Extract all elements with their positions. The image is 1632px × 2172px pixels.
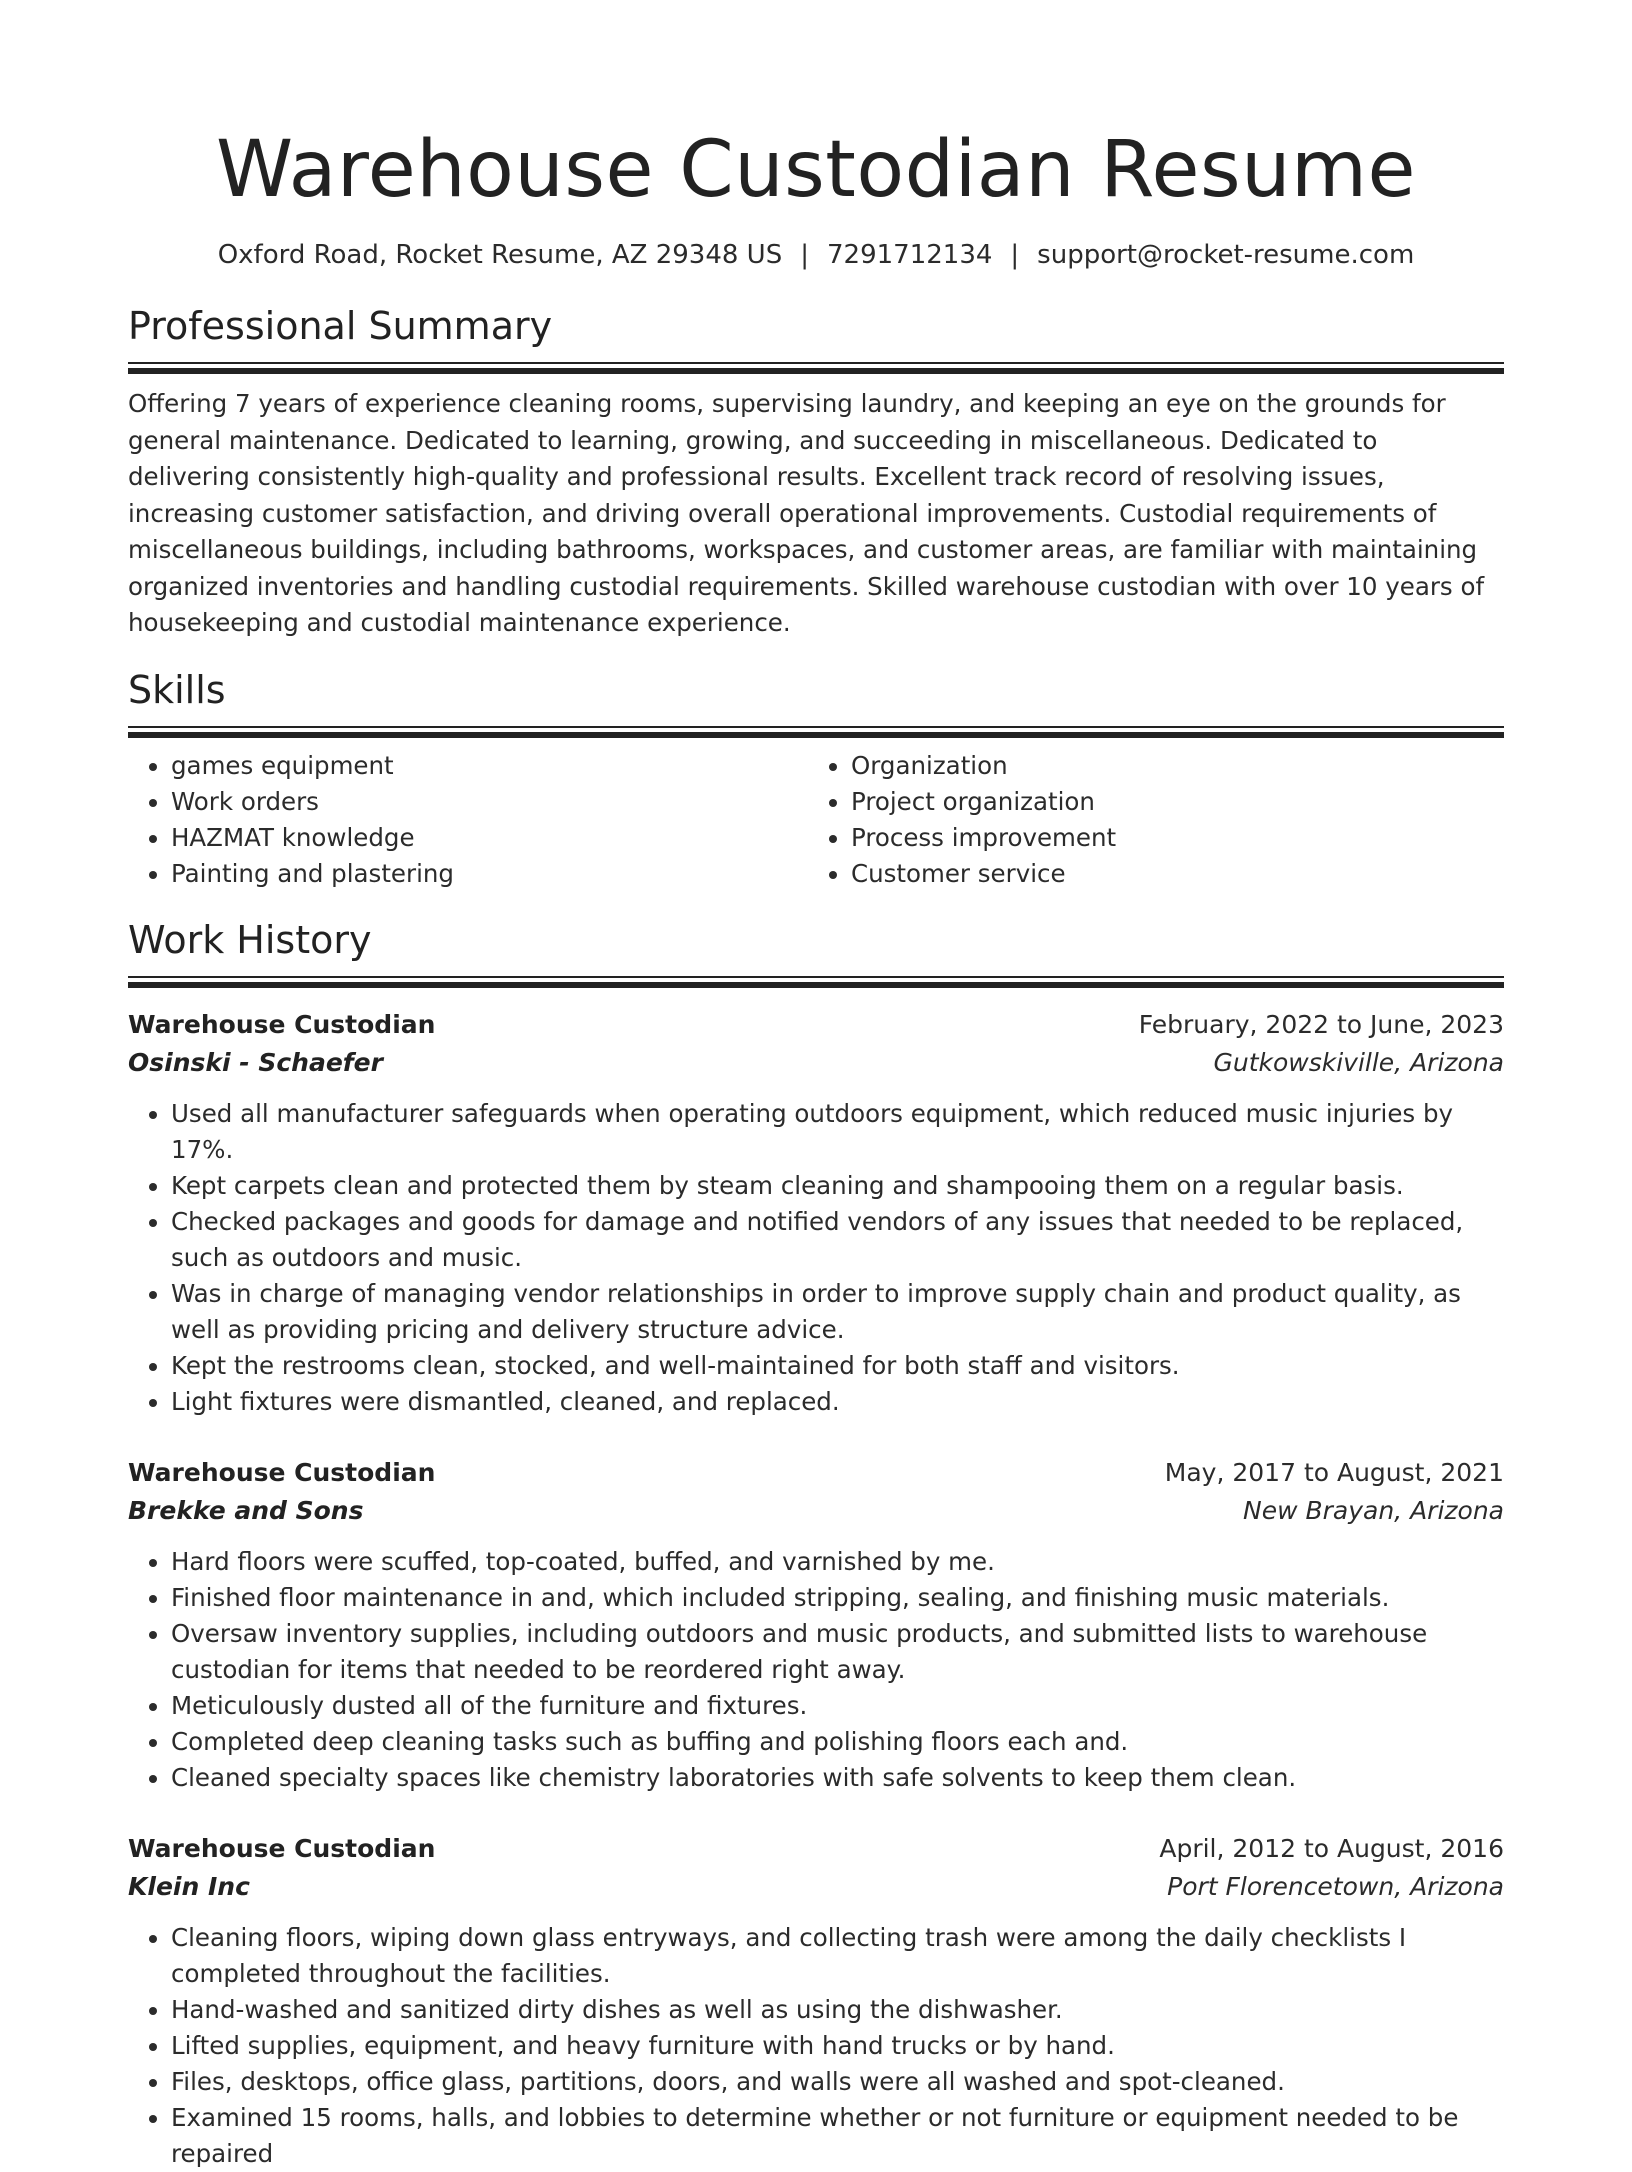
job-bullet: • Kept carpets clean and protected them by steam cleaning and shampooing them on a regular basis. — [171, 1168, 1504, 1204]
contact-phone: 7291712134 — [826, 240, 993, 270]
skill-item: • HAZMAT knowledge — [171, 820, 808, 856]
contact-separator: | — [1010, 240, 1020, 270]
job-bullet: • Lifted supplies, equipment, and heavy furniture with hand trucks or by hand. — [171, 2028, 1504, 2064]
job-entry — [128, 1454, 1504, 1796]
skill-item: • Painting and plastering — [171, 856, 808, 892]
skill-item: • Work orders — [171, 784, 808, 820]
job-bullet: • Oversaw inventory supplies, including outdoors and music products, and submitted lists to warehouse custodian for items that needed to be reordered right away. — [171, 1616, 1504, 1688]
skills-heading: Skills — [128, 668, 226, 712]
skill-item: • games equipment — [171, 748, 808, 784]
job-company: Osinski - Schaefer — [128, 1048, 383, 1077]
job-bullet: • Kept the restrooms clean, stocked, and well-maintained for both staff and visitors. — [171, 1348, 1504, 1384]
job-bullet: • Examined 15 rooms, halls, and lobbies to determine whether or not furniture or equipment needed to be repaired — [171, 2100, 1504, 2172]
job-bullet: • Cleaned specialty spaces like chemistry laboratories with safe solvents to keep them clean. — [171, 1760, 1504, 1796]
section-divider — [128, 726, 1504, 736]
contact-line — [128, 238, 1504, 272]
skills-column-left — [128, 748, 808, 892]
skills-column-right — [808, 748, 1488, 892]
job-bullet: • Checked packages and goods for damage and notified vendors of any issues that needed to be replaced, such as outdoors and music. — [171, 1204, 1504, 1276]
summary-section — [128, 302, 1504, 642]
job-bullet: • Used all manufacturer safeguards when operating outdoors equipment, which reduced music injuries by 17%. — [171, 1096, 1504, 1168]
job-bullets — [128, 1096, 1504, 1420]
job-title: Warehouse Custodian — [128, 1834, 436, 1863]
resume-page — [128, 0, 1504, 2168]
summary-text: Offering 7 years of experience cleaning rooms, supervising laundry, and keeping an eye on the grounds for general maintenance. Dedicated to learning, growing, and succeeding in miscellaneous. Dedicated to delivering consistently high-quality and professional results. Excellent track record of resolving issues, increasing customer satisfaction, and driving overall operational improvements. Custodial requirements of miscellaneous buildings, including bathrooms, workspaces, and customer areas, are familiar with maintaining organized inventories and handling custodial requirements. Skilled warehouse custodian with over 10 years of housekeeping and custodial maintenance experience. — [128, 389, 1485, 637]
work-history-heading: Work History — [128, 918, 372, 962]
job-bullet: • Cleaning floors, wiping down glass entryways, and collecting trash were among the daily checklists I completed throughout the facilities. — [171, 1920, 1504, 1992]
skill-item: • Customer service — [851, 856, 1488, 892]
job-location: Port Florencetown, Arizona — [1167, 1872, 1504, 1901]
job-bullet: • Was in charge of managing vendor relationships in order to improve supply chain and product quality, as well as providing pricing and delivery structure advice. — [171, 1276, 1504, 1348]
job-dates: April, 2012 to August, 2016 — [1159, 1834, 1504, 1863]
job-bullet: • Hand-washed and sanitized dirty dishes as well as using the dishwasher. — [171, 1992, 1504, 2028]
contact-address: Oxford Road, Rocket Resume, AZ 29348 US — [217, 240, 783, 270]
skill-item: • Organization — [851, 748, 1488, 784]
job-bullet: • Hard floors were scuffed, top-coated, buffed, and varnished by me. — [171, 1544, 1504, 1580]
job-bullet: • Completed deep cleaning tasks such as buffing and polishing floors each and. — [171, 1724, 1504, 1760]
work-history-section — [128, 916, 1504, 2172]
contact-separator: | — [800, 240, 809, 270]
summary-heading: Professional Summary — [128, 304, 553, 348]
section-divider — [128, 362, 1504, 372]
skill-item: • Process improvement — [851, 820, 1488, 856]
job-dates: May, 2017 to August, 2021 — [1164, 1458, 1504, 1487]
skill-item: • Project organization — [851, 784, 1488, 820]
job-bullets — [128, 1920, 1504, 2172]
job-location: New Brayan, Arizona — [1243, 1496, 1504, 1525]
job-bullets — [128, 1544, 1504, 1796]
resume-title: Warehouse Custodian Resume — [215, 125, 1417, 215]
job-title: Warehouse Custodian — [128, 1010, 436, 1039]
job-location: Gutkowskiville, Arizona — [1213, 1048, 1504, 1077]
section-divider — [128, 976, 1504, 986]
job-entry — [128, 1830, 1504, 2172]
job-entry — [128, 1006, 1504, 1420]
skills-grid — [128, 748, 1504, 892]
job-title: Warehouse Custodian — [128, 1458, 436, 1487]
job-bullet: • Light fixtures were dismantled, cleaned, and replaced. — [171, 1384, 1504, 1420]
job-bullet: • Files, desktops, office glass, partitions, doors, and walls were all washed and spot-cleaned. — [171, 2064, 1504, 2100]
job-bullet: • Meticulously dusted all of the furniture and fixtures. — [171, 1688, 1504, 1724]
contact-email[interactable]: support@rocket-resume.com — [1037, 240, 1415, 270]
skills-section — [128, 666, 1504, 892]
job-bullet: • Finished floor maintenance in and, which included stripping, sealing, and finishing music materials. — [171, 1580, 1504, 1616]
job-dates: February, 2022 to June, 2023 — [1138, 1010, 1504, 1039]
job-company: Klein Inc — [128, 1872, 250, 1901]
job-company: Brekke and Sons — [128, 1496, 364, 1525]
